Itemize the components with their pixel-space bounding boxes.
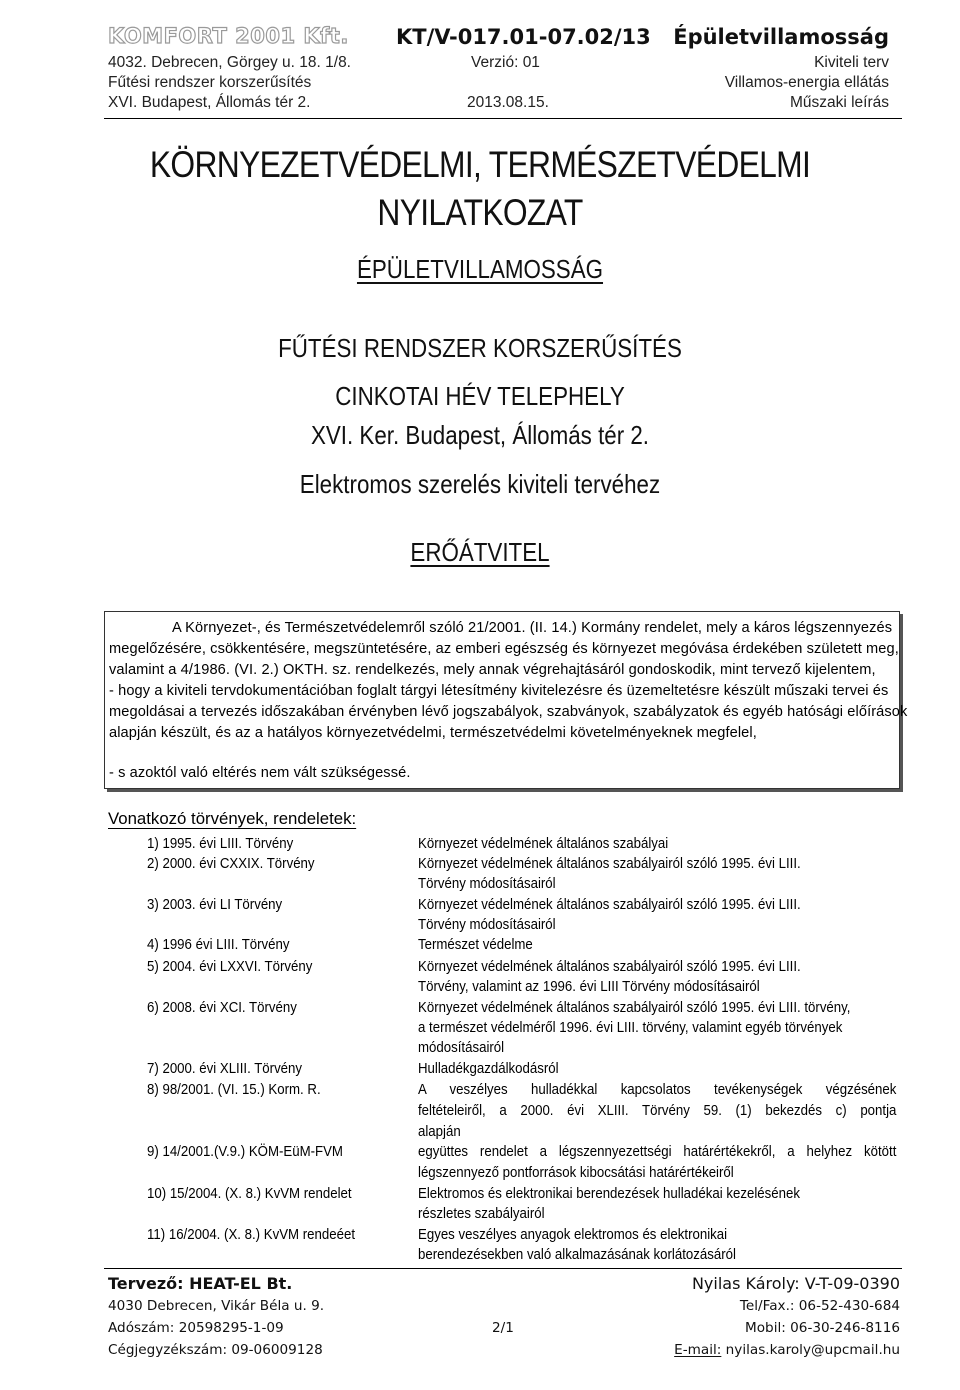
project-name: Fűtési rendszer korszerűsítés [108, 74, 312, 91]
email-label: E-mail: [674, 1342, 722, 1358]
declaration-line: megelőzésére, csökkentésére, megszüntetésére, az emberi egészség és környezet megóvása érdekében született meg, [109, 641, 899, 657]
designer-name: Nyilas Károly: V-T-09-0390 [691, 1274, 900, 1293]
law-desc: együttes rendelet a légszennyezettségi határértékekről, a helyhez kötött [418, 1144, 897, 1160]
law-ref: 2) 2000. évi CXXIX. Törvény [147, 856, 315, 872]
site-title: CINKOTAI HÉV TELEPHELY [335, 381, 625, 411]
declaration-line: alapján készült, és az a hatályos környezetvédelmi, természetvédelmi követelményeknek megfelel, [109, 725, 757, 741]
law-ref: 9) 14/2001.(V.9.) KÖM-EüM-FVM [147, 1144, 343, 1160]
project-title: FŰTÉSI RENDSZER KORSZERŰSÍTÉS [278, 333, 682, 363]
law-ref: 11) 16/2004. (X. 8.) KvVM rendeéet [147, 1227, 356, 1243]
law-ref: 6) 2008. évi XCI. Törvény [147, 1000, 297, 1016]
law-desc: Törvény módosításairól [418, 876, 556, 892]
law-desc: Környezet védelmének általános szabályai [418, 836, 669, 852]
law-ref: 4) 1996 évi LIII. Törvény [147, 937, 290, 953]
document-code: KT/V-017.01-07.02/13 [396, 25, 651, 49]
designer-address: 4030 Debrecen, Vikár Béla u. 9. [108, 1298, 325, 1314]
law-desc: Törvény módosításairól [418, 917, 556, 933]
law-desc: Környezet védelmének általános szabályairól szóló 1995. évi LIII. törvény, [418, 1000, 851, 1016]
law-ref: 1) 1995. évi LIII. Törvény [147, 836, 294, 852]
law-desc: Egyes veszélyes anyagok elektromos és elektronikai [418, 1227, 728, 1243]
designer-phone: Tel/Fax.: 06-52-430-684 [739, 1298, 900, 1314]
law-desc: A veszélyes hulladékkal kapcsolatos tevékenységek végzésének [418, 1082, 897, 1098]
law-desc: berendezésekben való alkalmazásának korlátozásáról [418, 1247, 736, 1263]
law-desc: Környezet védelmének általános szabályairól szóló 1995. évi LIII. [418, 897, 801, 913]
law-desc: Törvény, valamint az 1996. évi LIII Törvény módosításairól [418, 979, 760, 995]
laws-heading: Vonatkozó törvények, rendeletek: [108, 809, 357, 828]
law-desc: a természet védelméről 1996. évi LIII. törvény, valamint egyéb törvények [418, 1020, 843, 1036]
law-ref: 7) 2000. évi XLIII. Törvény [147, 1061, 303, 1077]
section-title: ÉPÜLETVILLAMOSSÁG [356, 254, 604, 284]
page-title-2: NYILATKOZAT [377, 192, 583, 233]
designer-mobile: Mobil: 06-30-246-8116 [745, 1320, 900, 1336]
law-ref: 8) 98/2001. (VI. 15.) Korm. R. [147, 1082, 321, 1098]
company-registration: Cégjegyzékszám: 09-06009128 [108, 1342, 323, 1358]
law-desc: Környezet védelmének általános szabályairól szóló 1995. évi LIII. [418, 856, 801, 872]
tax-number: Adószám: 20598295-1-09 [108, 1320, 284, 1336]
company-address: 4032. Debrecen, Görgey u. 18. 1/8. [108, 54, 351, 71]
law-ref: 5) 2004. évi LXXVI. Törvény [147, 959, 313, 975]
declaration-line: - s azoktól való eltérés nem vált szükségessé. [109, 765, 411, 781]
page-number: 2/1 [492, 1320, 514, 1336]
footer-divider [104, 1268, 902, 1269]
plan-subtitle: Elektromos szerelés kiviteli tervéhez [299, 469, 661, 499]
page-title: KÖRNYEZETVÉDELMI, TERMÉSZETVÉDELMI [149, 144, 811, 185]
law-desc: részletes szabályairól [418, 1206, 545, 1222]
law-desc: módosításairól [418, 1040, 505, 1056]
declaration-line: - hogy a kiviteli tervdokumentációban foglalt tárgyi létesítmény kivitelezésre és üzemeltetésre készült műszaki tervei és [109, 683, 889, 699]
declaration-line: A Környezet-, és Természetvédelemről szóló 21/2001. (II. 14.) Kormány rendelet, mely a káros légszennyezés [172, 620, 893, 636]
law-desc: Elektromos és elektronikai berendezések hulladékai kezelésének [418, 1186, 800, 1202]
site-address: XVI. Budapest, Állomás tér 2. [108, 94, 311, 111]
document-date: 2013.08.15. [467, 94, 549, 111]
email-address[interactable]: nyilas.karoly@upcmail.hu [721, 1342, 900, 1358]
designer-company: Tervező: HEAT-EL Bt. [108, 1274, 293, 1293]
law-ref: 10) 15/2004. (X. 8.) KvVM rendelet [147, 1186, 352, 1202]
site-address-title: XVI. Ker. Budapest, Állomás tér 2. [310, 420, 650, 450]
law-desc: Környezet védelmének általános szabályairól szóló 1995. évi LIII. [418, 959, 801, 975]
law-desc: Természet védelme [418, 937, 533, 953]
document-type: Műszaki leírás [789, 94, 889, 111]
law-desc: légszennyező pontforrások kibocsátási határértékeiről [418, 1165, 734, 1181]
law-desc: Hulladékgazdálkodásról [418, 1061, 559, 1077]
declaration-line: megoldásai a tervezés időszakában érvényben lévő jogszabályok, szabványok, szabályzatok és egyéb hatósági előírások [109, 704, 908, 720]
header-divider [104, 118, 902, 119]
supply-label: Villamos-energia ellátás [724, 74, 889, 91]
law-ref: 3) 2003. évi LI Törvény [147, 897, 283, 913]
discipline-subtitle: ERŐÁTVITEL [410, 537, 550, 567]
version-label: Verzió: 01 [471, 54, 540, 71]
plan-type: Kiviteli terv [814, 54, 889, 71]
law-desc: feltételeiről, a 2000. évi XLIII. Törvény 59. (1) bekezdés c) pontja [418, 1103, 897, 1119]
law-desc: alapján [418, 1124, 461, 1140]
declaration-line: valamint a 4/1986. (VI. 2.) OKTH. sz. rendelkezés, mely annak végrehajtásáról gondoskodik, mint tervező kijelentem, [109, 662, 876, 678]
discipline-title: Épületvillamosság [673, 25, 889, 49]
designer-email[interactable] [674, 1342, 900, 1358]
company-logo: KOMFORT 2001 Kft. [108, 24, 349, 48]
